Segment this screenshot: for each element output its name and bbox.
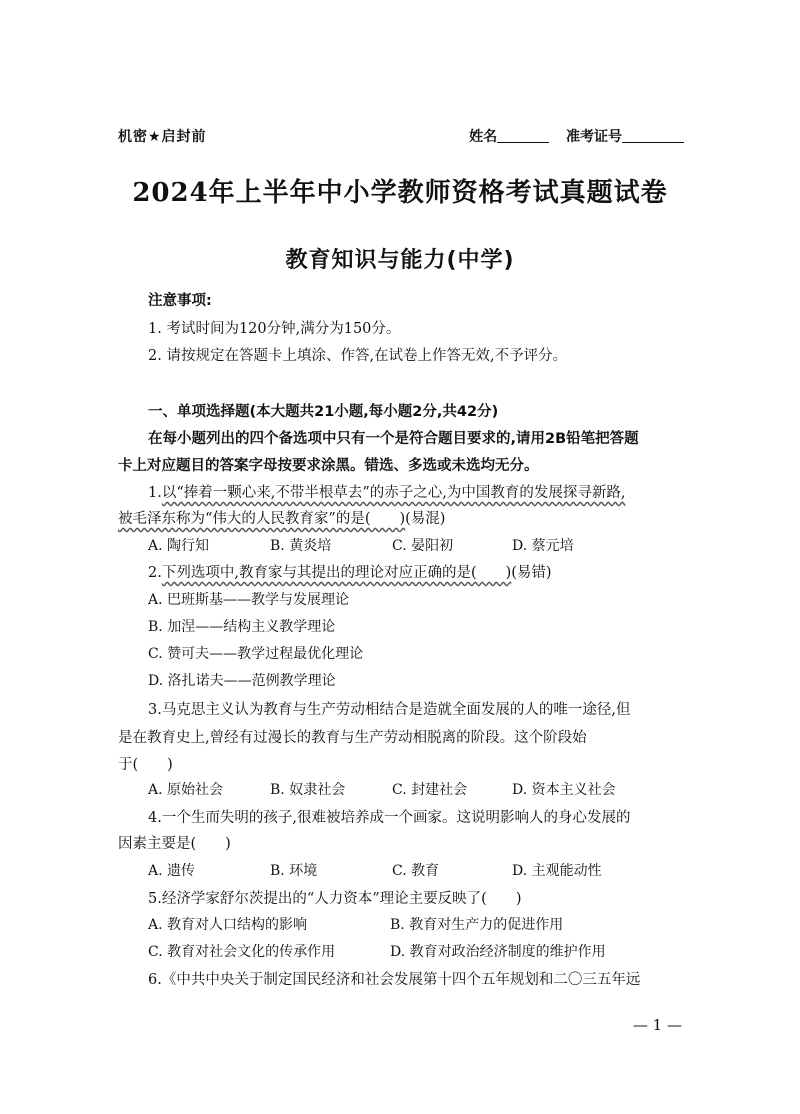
option-c[interactable]: C. 封建社会 — [392, 782, 468, 798]
id-label: 准考证号 — [566, 129, 622, 145]
section-instruction: 卡上对应题目的答案字母按要求涂黑。错选、多选或未选均无分。 — [118, 458, 539, 474]
question-2 — [148, 561, 684, 582]
question-number: 6. — [148, 972, 162, 988]
candidate-fields — [469, 126, 684, 146]
question-6 — [148, 968, 684, 989]
section-heading: 一、单项选择题(本大题共21小题,每小题2分,共42分) — [148, 404, 499, 420]
question-3-cont: 是在教育史上,曾经有过漫长的教育与生产劳动相脱离的阶段。这个阶段始 — [118, 730, 587, 746]
options-q2-c — [148, 643, 684, 663]
option-a[interactable]: A. 遗传 — [148, 863, 196, 879]
exam-title: 2024年上半年中小学教师资格考试真题试卷 — [132, 178, 668, 208]
question-3-cont: 于( ) — [118, 757, 173, 773]
option-c[interactable]: C. 教育对社会文化的传承作用 — [148, 944, 336, 960]
option-a[interactable]: A. 教育对人口结构的影响 — [148, 917, 308, 933]
question-tag: (易错) — [511, 565, 552, 581]
section-instruction: 在每小题列出的四个备选项中只有一个是符合题目要求的,请用2B铅笔把答题 — [148, 431, 639, 447]
question-number: 1. — [148, 485, 162, 501]
id-blank[interactable] — [622, 142, 684, 143]
note-item: 1. 考试时间为120分钟,满分为150分。 — [148, 321, 401, 337]
question-text: 《中共中央关于制定国民经济和社会发展第十四个五年规划和二〇三五年远 — [161, 972, 641, 988]
question-text: 马克思主义认为教育与生产劳动相结合是造就全面发展的人的唯一途径,但 — [161, 702, 631, 718]
option-d[interactable]: D. 资本主义社会 — [512, 782, 616, 798]
options-q3 — [148, 779, 684, 799]
question-4 — [148, 806, 684, 827]
name-label: 姓名 — [469, 129, 498, 145]
question-text: 一个生而失明的孩子,很难被培养成一个画家。这说明影响人的身心发展的 — [161, 810, 631, 826]
option-a[interactable]: A. 陶行知 — [148, 538, 210, 554]
options-q2-a — [148, 589, 684, 609]
option-d[interactable]: D. 洛扎诺夫——范例教学理论 — [148, 673, 336, 689]
page-number: — 1 — — [632, 1016, 682, 1034]
question-text: 下列选项中,教育家与其提出的理论对应正确的是( ) — [161, 565, 512, 581]
option-c[interactable]: C. 晏阳初 — [392, 538, 454, 554]
options-q5-cd — [148, 941, 684, 961]
question-tag: (易混) — [405, 511, 446, 527]
name-blank[interactable] — [497, 142, 549, 143]
option-a[interactable]: A. 原始社会 — [148, 782, 224, 798]
option-b[interactable]: B. 黄炎培 — [270, 538, 332, 554]
options-q2-d — [148, 670, 684, 690]
option-d[interactable]: D. 教育对政治经济制度的维护作用 — [390, 944, 606, 960]
question-4-cont: 因素主要是( ) — [118, 836, 231, 852]
question-1-cont — [118, 507, 684, 528]
option-b[interactable]: B. 奴隶社会 — [270, 782, 346, 798]
option-b[interactable]: B. 环境 — [270, 863, 318, 879]
question-number: 2. — [148, 565, 162, 581]
options-q1 — [148, 535, 684, 555]
option-b[interactable]: B. 加涅——结构主义教学理论 — [148, 619, 336, 635]
note-item: 2. 请按规定在答题卡上填涂、作答,在试卷上作答无效,不予评分。 — [148, 348, 568, 364]
option-d[interactable]: D. 蔡元培 — [512, 538, 574, 554]
exam-subtitle: 教育知识与能力(中学) — [285, 248, 515, 273]
question-1 — [148, 481, 684, 502]
options-q5-ab — [148, 914, 684, 934]
question-text: 被毛泽东称为“伟大的人民教育家”的是( ) — [118, 511, 406, 527]
question-text: 以“捧着一颗心来,不带半根草去”的赤子之心,为中国教育的发展探寻新路, — [161, 485, 626, 501]
header-row — [118, 126, 684, 148]
question-3 — [148, 698, 684, 719]
question-number: 4. — [148, 810, 162, 826]
option-b[interactable]: B. 教育对生产力的促进作用 — [390, 917, 564, 933]
option-d[interactable]: D. 主观能动性 — [512, 863, 602, 879]
options-q2-b — [148, 616, 684, 636]
question-5 — [148, 887, 684, 908]
option-c[interactable]: C. 教育 — [392, 863, 440, 879]
question-number: 3. — [148, 702, 162, 718]
notes-heading: 注意事项: — [148, 293, 212, 309]
options-q4 — [148, 860, 684, 880]
question-number: 5. — [148, 891, 162, 907]
question-text: 经济学家舒尔茨提出的“人力资本”理论主要反映了( ) — [161, 891, 522, 907]
option-a[interactable]: A. 巴班斯基——教学与发展理论 — [148, 592, 350, 608]
confidential-label: 机密★启封前 — [118, 129, 207, 145]
option-c[interactable]: C. 赞可夫——教学过程最优化理论 — [148, 646, 364, 662]
